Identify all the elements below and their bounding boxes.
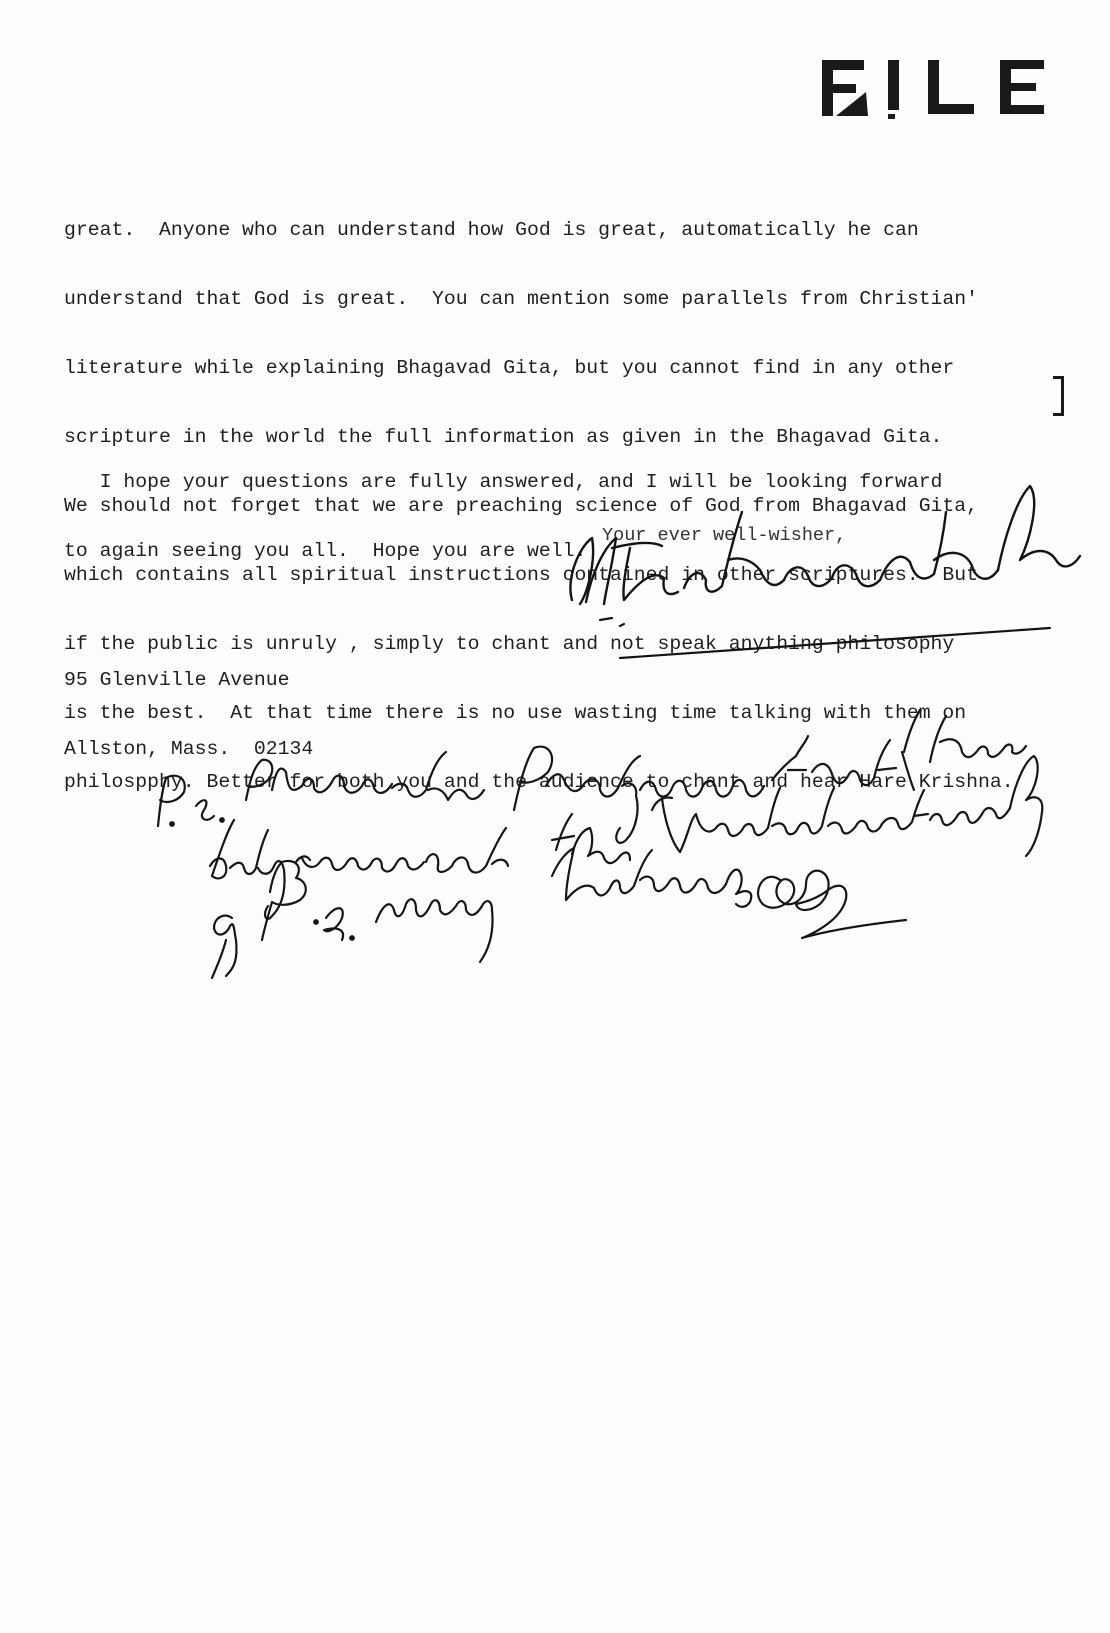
body-line: I hope your questions are fully answered, and I will be looking forward [64,471,943,493]
body-line: understand that God is great. You can mention some parallels from Christian' [64,288,979,310]
body-line: great. Anyone who can understand how God is great, automatically he can [64,219,919,241]
body-line: philospphy. Better for both you and the audience to chant and hear Hare Krishna. [64,771,1014,793]
body-line: is the best. At that time there is no use wasting time talking with them on [64,702,967,724]
body-line: literature while explaining Bhagavad Gita, but you cannot find in any other [64,357,955,379]
body-line: to again seeing you all. Hope you are well. [64,540,587,562]
body-line: if the public is unruly , simply to chant and not speak anything philosophy [64,633,955,655]
body-line: We should not forget that we are preaching science of God from Bhagavad Gita, [64,495,979,517]
closing-line: Your ever well-wisher, [602,525,847,546]
body-line: scripture in the world the full information as given in the Bhagavad Gita. [64,426,943,448]
address-line-2: Allston, Mass. 02134 [64,738,314,760]
address-line-1: 95 Glenville Avenue [64,669,290,691]
body-line: which contains all spiritual instructions contained in other scriptures. But [64,564,979,586]
